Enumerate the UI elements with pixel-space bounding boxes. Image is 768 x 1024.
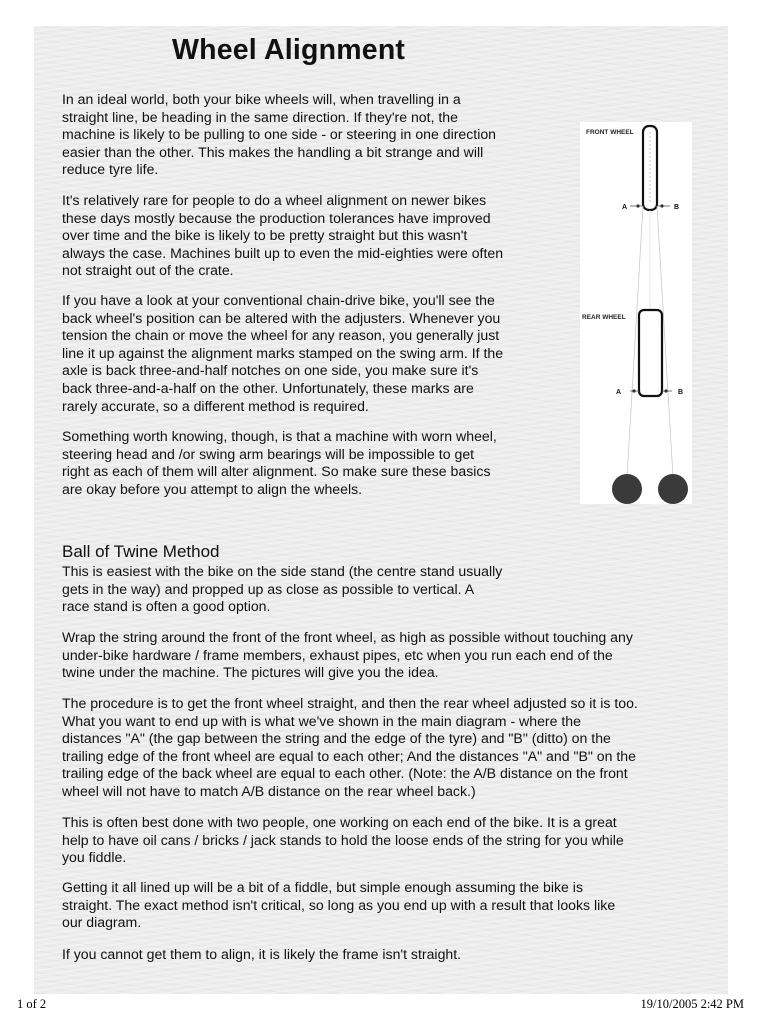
section-heading: Ball of Twine Method bbox=[62, 542, 220, 561]
text-line: tension the chain or move the wheel for any reason, you generally just bbox=[62, 327, 500, 344]
text-line: under-bike hardware / frame members, exhaust pipes, etc when you run each end of the bbox=[62, 646, 613, 663]
text-line: Wrap the string around the front of the front wheel, as high as possible without touching any bbox=[62, 629, 633, 645]
text-line: axle is back three-and-half notches on one side, you make sure it's bbox=[62, 362, 479, 379]
section-paragraph-5 bbox=[62, 879, 615, 932]
section-paragraph-4 bbox=[62, 814, 624, 867]
intro-paragraph-1 bbox=[62, 91, 496, 179]
wheel-alignment-diagram bbox=[580, 122, 692, 504]
text-line: over time and the bike is likely to be pretty straight but this wasn't bbox=[62, 227, 468, 244]
text-line: It's relatively rare for people to do a wheel alignment on newer bikes bbox=[62, 192, 487, 208]
text-line: not straight out of the crate. bbox=[62, 262, 234, 279]
text-line: these days mostly because the production tolerances have improved bbox=[62, 209, 491, 226]
right-weight bbox=[658, 474, 688, 504]
page-number: 1 of 2 bbox=[17, 997, 47, 1011]
text-line: trailing edge of the front wheel are equal to each other; And the distances "A" and "B" on the bbox=[62, 747, 636, 764]
text-line: distances "A" (the gap between the string and the edge of the tyre) and "B" (ditto) on the bbox=[62, 730, 611, 747]
rear-wheel-label: REAR WHEEL bbox=[582, 314, 626, 321]
page-title: Wheel Alignment bbox=[172, 34, 406, 66]
front-b-dot bbox=[660, 204, 663, 207]
text-line: back wheel's position can be altered with the adjusters. Whenever you bbox=[62, 309, 501, 326]
rear-a-label: A bbox=[616, 389, 622, 396]
rear-b-dot bbox=[664, 389, 667, 392]
text-line: line it up against the alignment marks stamped on the swing arm. If the bbox=[62, 344, 504, 361]
front-b-label: B bbox=[674, 204, 680, 211]
text-line: our diagram. bbox=[62, 914, 142, 931]
text-line: reduce tyre life. bbox=[62, 161, 159, 178]
rear-b-label: B bbox=[678, 389, 684, 396]
text-line: race stand is often a good option. bbox=[62, 598, 271, 615]
text-line: always the case. Machines built up to even the mid-eighties were often bbox=[62, 244, 504, 261]
text-line: straight line, be heading in the same direction. If they're not, the bbox=[62, 108, 458, 125]
text-line: machine is likely to be pulling to one side - or steering in one direction bbox=[62, 126, 497, 143]
front-wheel-label: FRONT WHEEL bbox=[586, 129, 634, 136]
print-datetime: 19/10/2005 2:42 PM bbox=[640, 997, 744, 1011]
text-line: right as each of them will alter alignment. So make sure these basics bbox=[62, 463, 491, 480]
text-line: twine under the machine. The pictures will give you the idea. bbox=[62, 664, 439, 681]
text-line: What you want to end up with is what we've shown in the main diagram - where the bbox=[62, 712, 581, 729]
intro-paragraph-3 bbox=[62, 292, 503, 415]
text-line: straight. The exact method isn't critical, so long as you end up with a result that looks like bbox=[62, 896, 616, 913]
text-line: easier than the other. This makes the handling a bit strange and will bbox=[62, 143, 484, 160]
text-line: In an ideal world, both your bike wheels will, when travelling in a bbox=[62, 91, 461, 107]
text-line: are okay before you attempt to align the wheels. bbox=[62, 480, 363, 497]
left-weight bbox=[612, 474, 642, 504]
text-line: steering head and /or swing arm bearings will be impossible to get bbox=[62, 445, 475, 462]
text-line: Something worth knowing, though, is that a machine with worn wheel, bbox=[62, 428, 497, 444]
text-line: If you have a look at your conventional chain-drive bike, you'll see the bbox=[62, 292, 495, 308]
intro-paragraph-4 bbox=[62, 428, 497, 498]
section-paragraph-6 bbox=[62, 946, 461, 964]
section-paragraph-1 bbox=[62, 563, 502, 616]
text-line: trailing edge of the back wheel are equal to each other. (Note: the A/B distance on the front bbox=[62, 765, 628, 782]
section-paragraph-2 bbox=[62, 629, 633, 682]
text-line: rarely accurate, so a different method is required. bbox=[62, 397, 369, 414]
text-line: help to have oil cans / bricks / jack stands to hold the loose ends of the string for you while bbox=[62, 831, 624, 848]
section-paragraph-3 bbox=[62, 695, 638, 801]
front-a-dot bbox=[636, 204, 639, 207]
text-line: gets in the way) and propped up as close as possible to vertical. A bbox=[62, 580, 475, 597]
rear-a-dot bbox=[632, 389, 635, 392]
text-line: This is often best done with two people, one working on each end of the bike. It is a great bbox=[62, 814, 617, 830]
text-line: The procedure is to get the front wheel straight, and then the rear wheel adjusted so it is too. bbox=[62, 695, 638, 711]
intro-paragraph-2 bbox=[62, 192, 503, 280]
text-line: Getting it all lined up will be a bit of a fiddle, but simple enough assuming the bike is bbox=[62, 879, 583, 895]
front-a-label: A bbox=[622, 204, 628, 211]
text-line: This is easiest with the bike on the side stand (the centre stand usually bbox=[62, 563, 503, 579]
text-line: wheel will not have to match A/B distance on the rear wheel back.) bbox=[62, 782, 476, 799]
rear-wheel-shape bbox=[639, 310, 662, 396]
text-line: If you cannot get them to align, it is likely the frame isn't straight. bbox=[62, 946, 462, 962]
text-line: you fiddle. bbox=[62, 849, 127, 866]
text-line: back three-and-a-half on the other. Unfortunately, these marks are bbox=[62, 379, 474, 396]
